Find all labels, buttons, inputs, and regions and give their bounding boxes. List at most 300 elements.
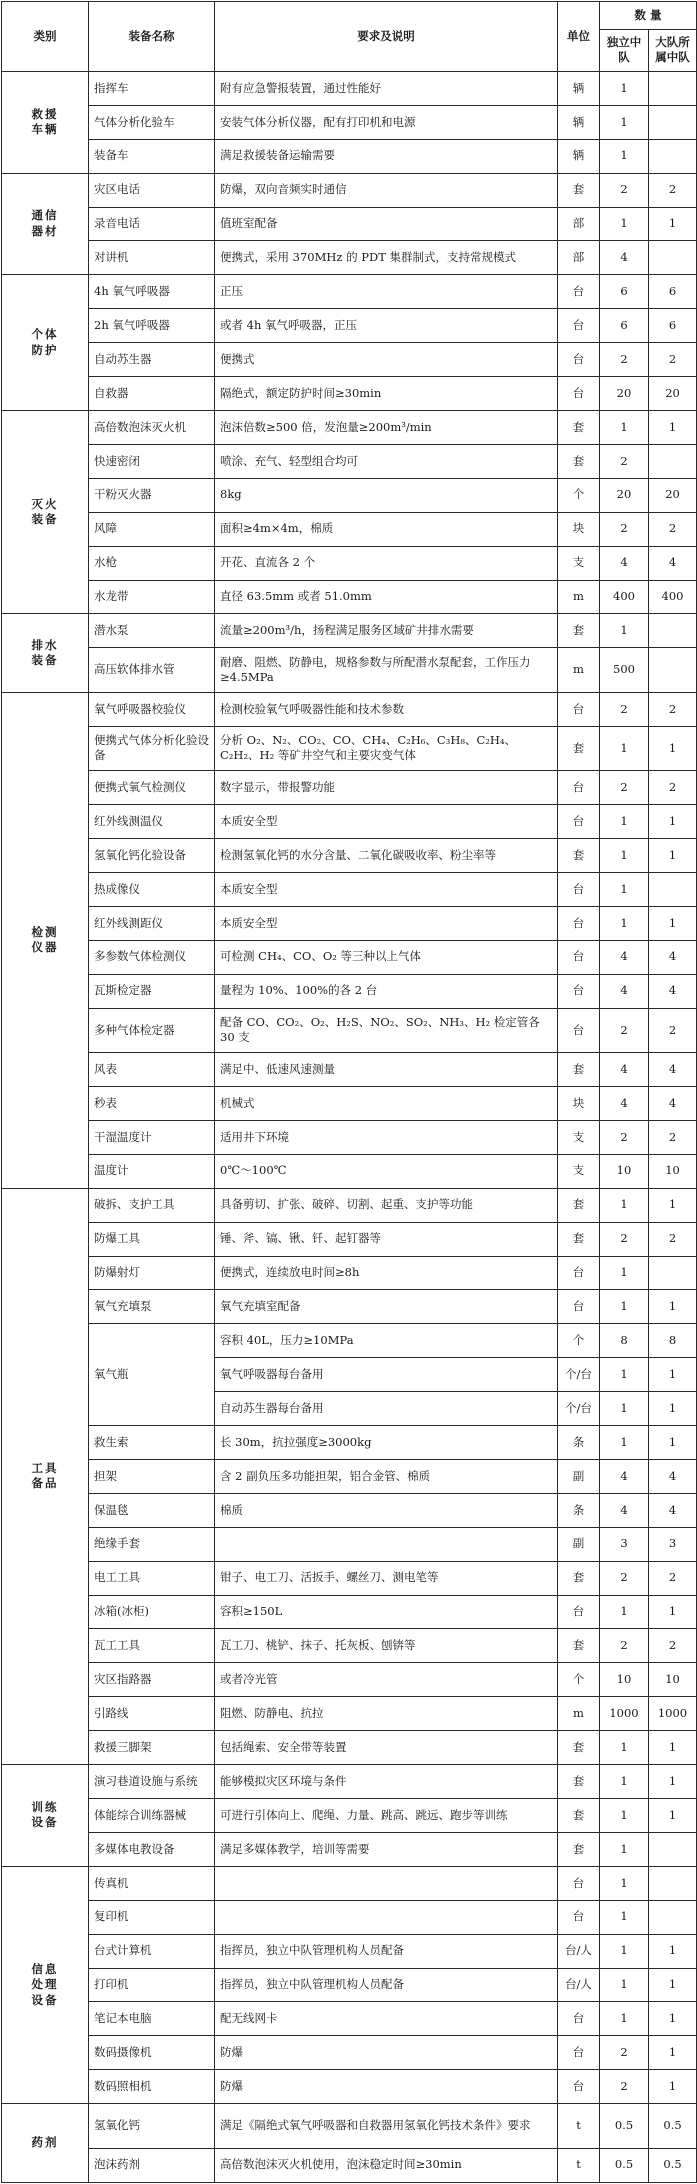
qty-brigade: 1	[649, 1968, 697, 2002]
unit-cell: 副	[558, 1459, 600, 1493]
qty-brigade: 4	[649, 1053, 697, 1087]
requirement-text: 能够模拟灾区环境与条件	[215, 1765, 558, 1799]
qty-independent: 4	[600, 974, 649, 1008]
unit-cell: 台	[558, 2036, 600, 2070]
equipment-name: 指挥车	[89, 71, 215, 105]
qty-independent: 6	[600, 309, 649, 343]
requirement-text: 含 2 副负压多功能担架，铝合金管、棉质	[215, 1459, 558, 1493]
equipment-name: 潜水泵	[89, 614, 215, 648]
unit-cell: 台	[558, 940, 600, 974]
equipment-name: 笔记本电脑	[89, 2002, 215, 2036]
equipment-name: 高压软体排水管	[89, 648, 215, 693]
requirement-text: 棉质	[215, 1493, 558, 1527]
requirement-text: 高倍数泡沫灭火机使用，泡沫稳定时间≥30min	[215, 2148, 558, 2182]
unit-cell: 套	[558, 410, 600, 444]
qty-brigade: 10	[649, 1154, 697, 1188]
qty-brigade	[649, 1832, 697, 1866]
requirement-text: 本质安全型	[215, 805, 558, 839]
requirement-text: 配备 CO、CO₂、O₂、H₂S、NO₂、SO₂、NH₃、H₂ 检定管各 30 支	[215, 1008, 558, 1053]
requirement-text: 0℃～100℃	[215, 1154, 558, 1188]
equipment-name: 灾区指路器	[89, 1663, 215, 1697]
equipment-name: 瓦工工具	[89, 1629, 215, 1663]
qty-independent: 4	[600, 940, 649, 974]
qty-brigade	[649, 105, 697, 139]
equipment-name: 传真机	[89, 1866, 215, 1900]
qty-brigade: 8	[649, 1324, 697, 1358]
qty-brigade: 2	[649, 1008, 697, 1053]
qty-brigade: 4	[649, 940, 697, 974]
unit-cell: 套	[558, 173, 600, 207]
header-independent-squad: 独立中队	[600, 29, 649, 71]
equipment-name: 便携式气体分析化验设备	[89, 726, 215, 771]
requirement-text: 容积≥150L	[215, 1595, 558, 1629]
unit-cell: 套	[558, 1053, 600, 1087]
unit-cell: 套	[558, 726, 600, 771]
table-row	[2, 1934, 697, 1968]
qty-independent: 1	[600, 805, 649, 839]
unit-cell: 套	[558, 614, 600, 648]
table-row	[2, 1324, 697, 1358]
qty-independent: 1	[600, 1900, 649, 1934]
equipment-name: 水枪	[89, 546, 215, 580]
equipment-name: 氢氧化钙化验设备	[89, 839, 215, 873]
equipment-name: 热成像仪	[89, 872, 215, 906]
unit-cell: 套	[558, 839, 600, 873]
requirement-text: 便携式	[215, 343, 558, 377]
requirement-text: 检测校验氧气呼吸器性能和技术参数	[215, 692, 558, 726]
qty-independent: 1	[600, 1799, 649, 1833]
requirement-text: 机械式	[215, 1086, 558, 1120]
table-row	[2, 410, 697, 444]
requirement-text: 附有应急警报装置，通过性能好	[215, 71, 558, 105]
requirement-text: 瓦工刀、桃铲、抹子、托灰板、刨锛等	[215, 1629, 558, 1663]
table-row	[2, 1426, 697, 1460]
qty-brigade: 1	[649, 2070, 697, 2104]
qty-independent: 2	[600, 1561, 649, 1595]
unit-cell: 支	[558, 546, 600, 580]
requirement-text: 防爆	[215, 2070, 558, 2104]
qty-brigade	[649, 614, 697, 648]
qty-independent: 4	[600, 1086, 649, 1120]
qty-brigade: 1	[649, 1765, 697, 1799]
requirement-text: 或者 4h 氧气呼吸器，正压	[215, 309, 558, 343]
unit-cell: 个/台	[558, 1358, 600, 1392]
qty-independent: 1	[600, 1290, 649, 1324]
equipment-name: 冰箱(冰柜)	[89, 1595, 215, 1629]
requirement-text	[215, 1900, 558, 1934]
unit-cell: 台	[558, 2070, 600, 2104]
category-label: 训练设备	[31, 1799, 59, 1830]
requirement-text: 面积≥4m×4m，棉质	[215, 512, 558, 546]
requirement-text: 钳子、电工刀、活扳手、螺丝刀、测电笔等	[215, 1561, 558, 1595]
unit-cell: 台	[558, 1866, 600, 1900]
qty-independent: 1	[600, 839, 649, 873]
unit-cell: 个/台	[558, 1392, 600, 1426]
requirement-text: 值班室配备	[215, 207, 558, 241]
table-row	[2, 241, 697, 275]
category-label: 灭火装备	[31, 496, 59, 527]
requirement-text: 指挥员，独立中队管理机构人员配备	[215, 1934, 558, 1968]
unit-cell: 套	[558, 444, 600, 478]
table-row	[2, 173, 697, 207]
requirement-text: 检测氢氧化钙的水分含量、二氧化碳吸收率、粉尘率等	[215, 839, 558, 873]
equipment-name: 氧气瓶	[89, 1324, 215, 1426]
qty-brigade: 4	[649, 1493, 697, 1527]
qty-independent: 1	[600, 1765, 649, 1799]
qty-independent: 1	[600, 1426, 649, 1460]
requirement-text: 安装气体分析仪器，配有打印机和电源	[215, 105, 558, 139]
equipment-name: 保温毯	[89, 1493, 215, 1527]
qty-brigade: 2	[649, 1120, 697, 1154]
requirement-text: 满足救援装备运输需要	[215, 139, 558, 173]
qty-independent: 2	[600, 1008, 649, 1053]
qty-brigade: 3	[649, 1527, 697, 1561]
qty-brigade: 4	[649, 1086, 697, 1120]
unit-cell: 套	[558, 1765, 600, 1799]
qty-independent: 3	[600, 1527, 649, 1561]
qty-independent: 1	[600, 726, 649, 771]
requirement-text: 防爆，双向音频实时通信	[215, 173, 558, 207]
equipment-name: 4h 氧气呼吸器	[89, 275, 215, 309]
table-row	[2, 207, 697, 241]
equipment-table	[1, 1, 697, 2183]
category-label: 信息处理设备	[31, 1961, 59, 2007]
qty-independent: 1	[600, 1968, 649, 2002]
unit-cell: 台	[558, 1256, 600, 1290]
equipment-name: 多参数气体检测仪	[89, 940, 215, 974]
table-row	[2, 940, 697, 974]
table-row	[2, 974, 697, 1008]
requirement-text	[215, 1527, 558, 1561]
qty-independent: 2	[600, 771, 649, 805]
qty-independent: 1	[600, 1832, 649, 1866]
qty-brigade: 1	[649, 2036, 697, 2070]
qty-brigade: 1	[649, 1595, 697, 1629]
unit-cell: 块	[558, 1086, 600, 1120]
qty-brigade: 1	[649, 2002, 697, 2036]
header-unit: 单位	[558, 2, 600, 72]
category-cell	[2, 410, 89, 613]
equipment-name: 水龙带	[89, 580, 215, 614]
requirement-text: 分析 O₂、N₂、CO₂、CO、CH₄、C₂H₆、C₃H₈、C₂H₄、C₂H₂、H₂ 等矿井空气和主要灾变气体	[215, 726, 558, 771]
table-row	[2, 2002, 697, 2036]
requirement-text: 开花、直流各 2 个	[215, 546, 558, 580]
requirement-text: 防爆	[215, 2036, 558, 2070]
requirement-text: 本质安全型	[215, 906, 558, 940]
equipment-name: 引路线	[89, 1697, 215, 1731]
category-label: 检测仪器	[31, 924, 59, 955]
category-cell	[2, 275, 89, 411]
equipment-name: 数码照相机	[89, 2070, 215, 2104]
unit-cell: t	[558, 2148, 600, 2182]
unit-cell: 辆	[558, 105, 600, 139]
requirement-text: 包括绳索、安全带等装置	[215, 1731, 558, 1765]
qty-independent: 1	[600, 71, 649, 105]
qty-brigade: 20	[649, 478, 697, 512]
requirement-text: 氧气呼吸器每台备用	[215, 1358, 558, 1392]
unit-cell: 部	[558, 241, 600, 275]
qty-independent: 1	[600, 105, 649, 139]
header-requirement: 要求及说明	[215, 2, 558, 72]
qty-brigade: 4	[649, 546, 697, 580]
unit-cell: 套	[558, 1561, 600, 1595]
unit-cell: 台	[558, 377, 600, 411]
qty-independent: 1	[600, 1256, 649, 1290]
qty-brigade: 1	[649, 207, 697, 241]
requirement-text: 指挥员，独立中队管理机构人员配备	[215, 1968, 558, 2002]
table-row	[2, 1561, 697, 1595]
requirement-text: 泡沫倍数≥500 倍，发泡量≥200m³/min	[215, 410, 558, 444]
qty-independent: 1	[600, 207, 649, 241]
table-row	[2, 546, 697, 580]
equipment-name: 破拆、支护工具	[89, 1188, 215, 1222]
qty-brigade: 1	[649, 726, 697, 771]
qty-independent: 1000	[600, 1697, 649, 1731]
equipment-name: 灾区电话	[89, 173, 215, 207]
table-row	[2, 1527, 697, 1561]
qty-brigade: 1	[649, 1358, 697, 1392]
unit-cell: 台	[558, 1008, 600, 1053]
table-row	[2, 1663, 697, 1697]
qty-independent: 2	[600, 692, 649, 726]
qty-independent: 1	[600, 410, 649, 444]
table-row	[2, 648, 697, 693]
table-row	[2, 1154, 697, 1188]
table-row	[2, 1832, 697, 1866]
unit-cell: 个	[558, 478, 600, 512]
qty-independent: 2	[600, 1120, 649, 1154]
qty-brigade: 2	[649, 1222, 697, 1256]
requirement-text: 数字显示，带报警功能	[215, 771, 558, 805]
qty-independent: 1	[600, 1392, 649, 1426]
qty-brigade: 10	[649, 1663, 697, 1697]
qty-brigade	[649, 444, 697, 478]
qty-brigade: 0.5	[649, 2104, 697, 2149]
qty-independent: 6	[600, 275, 649, 309]
requirement-text: 可进行引体向上、爬绳、力量、跳高、跳远、跑步等训练	[215, 1799, 558, 1833]
unit-cell: 支	[558, 1154, 600, 1188]
table-row	[2, 1765, 697, 1799]
unit-cell: 台/人	[558, 1968, 600, 2002]
requirement-text: 量程为 10%、100%的各 2 台	[215, 974, 558, 1008]
qty-brigade: 1	[649, 839, 697, 873]
unit-cell: 台	[558, 906, 600, 940]
equipment-name: 数码摄像机	[89, 2036, 215, 2070]
requirement-text: 8kg	[215, 478, 558, 512]
table-row	[2, 478, 697, 512]
qty-brigade: 1	[649, 1426, 697, 1460]
unit-cell: 副	[558, 1527, 600, 1561]
equipment-name: 担架	[89, 1459, 215, 1493]
qty-brigade: 1	[649, 410, 697, 444]
category-label: 通信器材	[31, 208, 59, 238]
unit-cell: 条	[558, 1493, 600, 1527]
header-name: 装备名称	[89, 2, 215, 72]
table-row	[2, 2104, 697, 2149]
table-row	[2, 1086, 697, 1120]
qty-brigade: 2	[649, 1629, 697, 1663]
equipment-name: 体能综合训练器械	[89, 1799, 215, 1833]
qty-brigade	[649, 139, 697, 173]
qty-brigade	[649, 1866, 697, 1900]
unit-cell: 台/人	[558, 1934, 600, 1968]
qty-independent: 4	[600, 1459, 649, 1493]
qty-independent: 2	[600, 1629, 649, 1663]
table-row	[2, 309, 697, 343]
unit-cell: 个	[558, 1324, 600, 1358]
unit-cell: t	[558, 2104, 600, 2149]
qty-independent: 20	[600, 377, 649, 411]
category-cell	[2, 692, 89, 1188]
table-row	[2, 1290, 697, 1324]
equipment-name: 电工工具	[89, 1561, 215, 1595]
equipment-name: 红外线测温仪	[89, 805, 215, 839]
qty-independent: 10	[600, 1663, 649, 1697]
equipment-name: 自救器	[89, 377, 215, 411]
qty-brigade: 2	[649, 1561, 697, 1595]
equipment-name: 氧气充填泵	[89, 1290, 215, 1324]
equipment-name: 救生索	[89, 1426, 215, 1460]
qty-brigade: 1	[649, 906, 697, 940]
equipment-name: 多种气体检定器	[89, 1008, 215, 1053]
requirement-text: 具备剪切、扩张、破碎、切割、起重、支护等功能	[215, 1188, 558, 1222]
qty-independent: 1	[600, 1188, 649, 1222]
requirement-text: 锤、斧、镐、锹、钎、起钉器等	[215, 1222, 558, 1256]
unit-cell: 套	[558, 1799, 600, 1833]
table-row	[2, 1900, 697, 1934]
qty-independent: 4	[600, 1493, 649, 1527]
unit-cell: m	[558, 1697, 600, 1731]
unit-cell: 台	[558, 872, 600, 906]
qty-independent: 1	[600, 139, 649, 173]
qty-brigade: 400	[649, 580, 697, 614]
requirement-text: 或者冷光管	[215, 1663, 558, 1697]
requirement-text: 流量≥200m³/h，扬程满足服务区域矿井排水需要	[215, 614, 558, 648]
equipment-name: 秒表	[89, 1086, 215, 1120]
requirement-text: 正压	[215, 275, 558, 309]
requirement-text: 阻燃、防静电、抗拉	[215, 1697, 558, 1731]
category-cell	[2, 1765, 89, 1867]
equipment-name: 风表	[89, 1053, 215, 1087]
unit-cell: 条	[558, 1426, 600, 1460]
requirement-text: 满足中、低速风速测量	[215, 1053, 558, 1087]
qty-independent: 4	[600, 546, 649, 580]
qty-brigade: 1000	[649, 1697, 697, 1731]
qty-brigade: 0.5	[649, 2148, 697, 2182]
unit-cell: 台	[558, 805, 600, 839]
unit-cell: 套	[558, 1222, 600, 1256]
table-row	[2, 1968, 697, 2002]
table-row	[2, 1799, 697, 1833]
qty-brigade: 4	[649, 1459, 697, 1493]
unit-cell: 台	[558, 309, 600, 343]
table-row	[2, 1595, 697, 1629]
equipment-name: 便携式氧气检测仪	[89, 771, 215, 805]
table-row	[2, 805, 697, 839]
unit-cell: 台	[558, 1595, 600, 1629]
table-row	[2, 1493, 697, 1527]
unit-cell: 部	[558, 207, 600, 241]
equipment-name: 台式计算机	[89, 1934, 215, 1968]
qty-brigade: 1	[649, 1290, 697, 1324]
table-row	[2, 71, 697, 105]
qty-independent: 10	[600, 1154, 649, 1188]
equipment-name: 氢氧化钙	[89, 2104, 215, 2149]
table-row	[2, 2148, 697, 2182]
qty-brigade: 1	[649, 1799, 697, 1833]
table-row	[2, 1459, 697, 1493]
table-row	[2, 1629, 697, 1663]
header-category: 类别	[2, 2, 89, 72]
category-label: 工具备品	[31, 1460, 59, 1491]
unit-cell: 个	[558, 1663, 600, 1697]
equipment-name: 救援三脚架	[89, 1731, 215, 1765]
qty-brigade	[649, 1900, 697, 1934]
equipment-name: 演习巷道设施与系统	[89, 1765, 215, 1799]
qty-brigade: 6	[649, 275, 697, 309]
table-row	[2, 771, 697, 805]
qty-brigade: 4	[649, 974, 697, 1008]
requirement-text: 直径 63.5mm 或者 51.0mm	[215, 580, 558, 614]
table-body	[2, 71, 697, 2182]
table-header	[2, 2, 697, 72]
equipment-name: 打印机	[89, 1968, 215, 2002]
category-cell	[2, 173, 89, 275]
requirement-text: 可检测 CH₄、CO、O₂ 等三种以上气体	[215, 940, 558, 974]
qty-independent: 2	[600, 343, 649, 377]
qty-brigade	[649, 1256, 697, 1290]
requirement-text: 适用井下环境	[215, 1120, 558, 1154]
qty-independent: 1	[600, 614, 649, 648]
table-row	[2, 906, 697, 940]
table-row	[2, 614, 697, 648]
unit-cell: 台	[558, 1900, 600, 1934]
qty-brigade	[649, 241, 697, 275]
equipment-name: 防爆射灯	[89, 1256, 215, 1290]
table-row	[2, 1222, 697, 1256]
category-label: 药剂	[31, 2135, 59, 2150]
table-row	[2, 275, 697, 309]
unit-cell: 台	[558, 692, 600, 726]
qty-independent: 500	[600, 648, 649, 693]
equipment-name: 快速密闭	[89, 444, 215, 478]
equipment-name: 氧气呼吸器校验仪	[89, 692, 215, 726]
qty-independent: 20	[600, 478, 649, 512]
requirement-text: 配无线网卡	[215, 2002, 558, 2036]
qty-brigade: 1	[649, 1731, 697, 1765]
qty-brigade	[649, 71, 697, 105]
equipment-name: 温度计	[89, 1154, 215, 1188]
requirement-text	[215, 1866, 558, 1900]
equipment-name: 绝缘手套	[89, 1527, 215, 1561]
qty-brigade: 2	[649, 512, 697, 546]
qty-independent: 1	[600, 1358, 649, 1392]
unit-cell: 辆	[558, 139, 600, 173]
table-row	[2, 1053, 697, 1087]
requirement-text: 耐磨、阻燃、防静电，规格参数与所配潜水泵配套，工作压力≥4.5MPa	[215, 648, 558, 693]
qty-brigade: 2	[649, 692, 697, 726]
table-row	[2, 1697, 697, 1731]
equipment-name: 风障	[89, 512, 215, 546]
category-cell	[2, 1188, 89, 1764]
category-label: 排水装备	[31, 637, 59, 668]
requirement-text: 满足《隔绝式氧气呼吸器和自救器用氢氧化钙技术条件》要求	[215, 2104, 558, 2149]
unit-cell: 套	[558, 1731, 600, 1765]
requirement-text: 自动苏生器每台备用	[215, 1392, 558, 1426]
table-row	[2, 512, 697, 546]
category-cell	[2, 2104, 89, 2182]
qty-independent: 0.5	[600, 2104, 649, 2149]
